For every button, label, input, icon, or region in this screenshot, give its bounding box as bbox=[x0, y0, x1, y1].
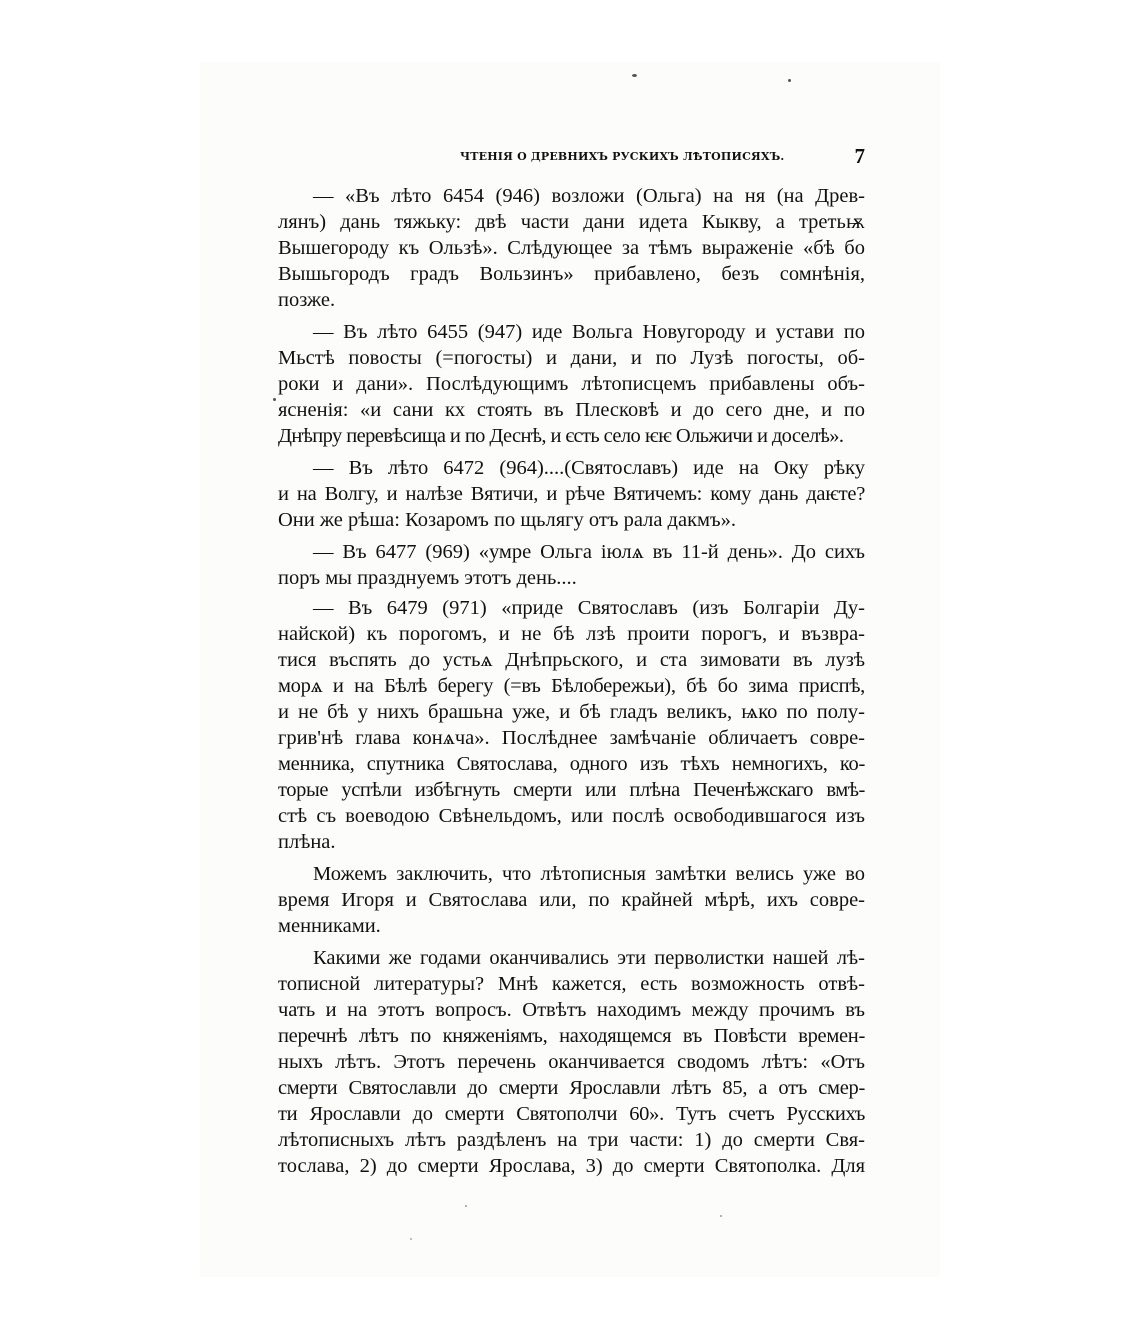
text-line: роки и дани». Послѣдующимъ лѣтописцемъ прибавлены объ- bbox=[278, 373, 865, 395]
scan-speck bbox=[788, 79, 791, 82]
text-line: лѣтописныхъ лѣтъ раздѣленъ на три части: 1) до смерти Свя- bbox=[278, 1129, 865, 1151]
text-line: — Въ 6477 (969) «умре Ольга іюлѧ въ 11-й день». До сихъ bbox=[313, 541, 865, 563]
paragraph bbox=[278, 945, 865, 1179]
text-line: торые успѣли избѣгнуть смерти или плѣна Печенѣжскаго вмѣ- bbox=[278, 779, 865, 801]
page-body bbox=[278, 183, 865, 1179]
paragraph bbox=[278, 539, 865, 591]
paragraph bbox=[278, 319, 865, 449]
text-line: ти Ярославли до смерти Святополчи 60». Тутъ счетъ Русскихъ bbox=[278, 1103, 865, 1125]
page-number: 7 bbox=[854, 144, 865, 168]
text-line: тослава, 2) до смерти Ярослава, 3) до смерти Святополка. Для bbox=[278, 1155, 865, 1177]
text-line: плѣна. bbox=[278, 831, 336, 853]
text-line: менника, спутника Святослава, одного изъ тѣхъ немногихъ, ко- bbox=[278, 753, 865, 775]
text-line: Днѣпру перевѣсища и по Деснѣ, и єсть село ѥѥ Ольжичи и доселѣ». bbox=[278, 425, 844, 447]
text-line: менниками. bbox=[278, 915, 381, 937]
scan-speck bbox=[273, 398, 276, 401]
text-line: тописной литературы? Мнѣ кажется, есть возможность отвѣ- bbox=[278, 973, 865, 995]
paragraph bbox=[278, 455, 865, 533]
text-line: тися въспять до устьѧ Днѣпрьского, и ста зимовати въ лузѣ bbox=[278, 649, 865, 671]
scan-speck bbox=[720, 1215, 722, 1217]
running-title: ЧТЕНІЯ О ДРЕВНИХЪ РУСКИХЪ ЛѢТОПИСЯХЪ. bbox=[460, 150, 785, 163]
text-line: морѧ и на Бѣлѣ берегу (=въ Бѣлобережьи), бѣ бо зима приспѣ, bbox=[278, 675, 865, 697]
text-line: — «Въ лѣто 6454 (946) возложи (Ольга) на ня (на Древ- bbox=[313, 185, 865, 207]
text-line: найской) къ порогомъ, и не бѣ лзѣ проити порогъ, и възвра- bbox=[278, 623, 865, 645]
paragraph bbox=[278, 595, 865, 855]
text-line: — Въ лѣто 6472 (964)....(Святославъ) иде на Оку рѣку bbox=[313, 457, 865, 479]
text-line: лянъ) дань тяжьку: двѣ части дани идета Кыкву, а третьѭ bbox=[278, 211, 865, 233]
text-line: ясненія: «и сани кх стоять въ Плесковѣ и до сего дне, и по bbox=[278, 399, 865, 421]
text-line: ныхъ лѣтъ. Этотъ перечень оканчивается сводомъ лѣтъ: «Отъ bbox=[278, 1051, 865, 1073]
text-line: — Въ 6479 (971) «приде Святославъ (изъ Болгаріи Ду- bbox=[313, 597, 865, 619]
scan-speck bbox=[632, 74, 637, 77]
text-line: грив'нѣ глава конѧча». Послѣднее замѣчаніе обличаетъ совре- bbox=[278, 727, 865, 749]
text-line: — Въ лѣто 6455 (947) иде Вольга Новугороду и устави по bbox=[313, 321, 865, 343]
text-line: стѣ съ воеводою Свѣнельдомъ, или послѣ освободившагося изъ bbox=[278, 805, 865, 827]
text-line: Вышьгородъ градъ Вользинъ» прибавлено, безъ сомнѣнія, bbox=[278, 263, 865, 285]
text-line: и не бѣ у нихъ брашьна уже, и бѣ гладъ великъ, ѩко по полу- bbox=[278, 701, 865, 723]
scan-speck bbox=[465, 1205, 467, 1207]
scan-speck bbox=[410, 1238, 412, 1240]
text-line: время Игоря и Святослава или, по крайней мѣрѣ, ихъ совре- bbox=[278, 889, 865, 911]
text-line: позже. bbox=[278, 289, 336, 311]
paragraph bbox=[278, 861, 865, 939]
text-line: и на Волгу, и налѣзе Вятичи, и рѣче Вятичемъ: кому дань даѥте? bbox=[278, 483, 865, 505]
text-line: чать и на этотъ вопросъ. Отвѣтъ находимъ между прочимъ въ bbox=[278, 999, 865, 1021]
text-line: перечнѣ лѣтъ по княженіямъ, находящемся въ Повѣсти времен- bbox=[278, 1025, 865, 1047]
text-line: Какими же годами оканчивались эти перволистки нашей лѣ- bbox=[313, 947, 865, 969]
page-header bbox=[278, 146, 865, 170]
text-line: поръ мы празднуемъ этотъ день.... bbox=[278, 567, 577, 589]
text-line: Вышегороду къ Ользѣ». Слѣдующее за тѣмъ выраженіе «бѣ бо bbox=[278, 237, 865, 259]
text-line: смерти Святославли до смерти Ярославли лѣтъ 85, а отъ смер- bbox=[278, 1077, 865, 1099]
text-line: Они же рѣша: Козаромъ по щьлягу отъ рала дакмъ». bbox=[278, 509, 736, 531]
text-line: Мьстѣ повосты (=погосты) и дани, и по Лузѣ погосты, об- bbox=[278, 347, 865, 369]
paragraph bbox=[278, 183, 865, 313]
text-line: Можемъ заключить, что лѣтописныя замѣтки велись уже во bbox=[313, 863, 865, 885]
